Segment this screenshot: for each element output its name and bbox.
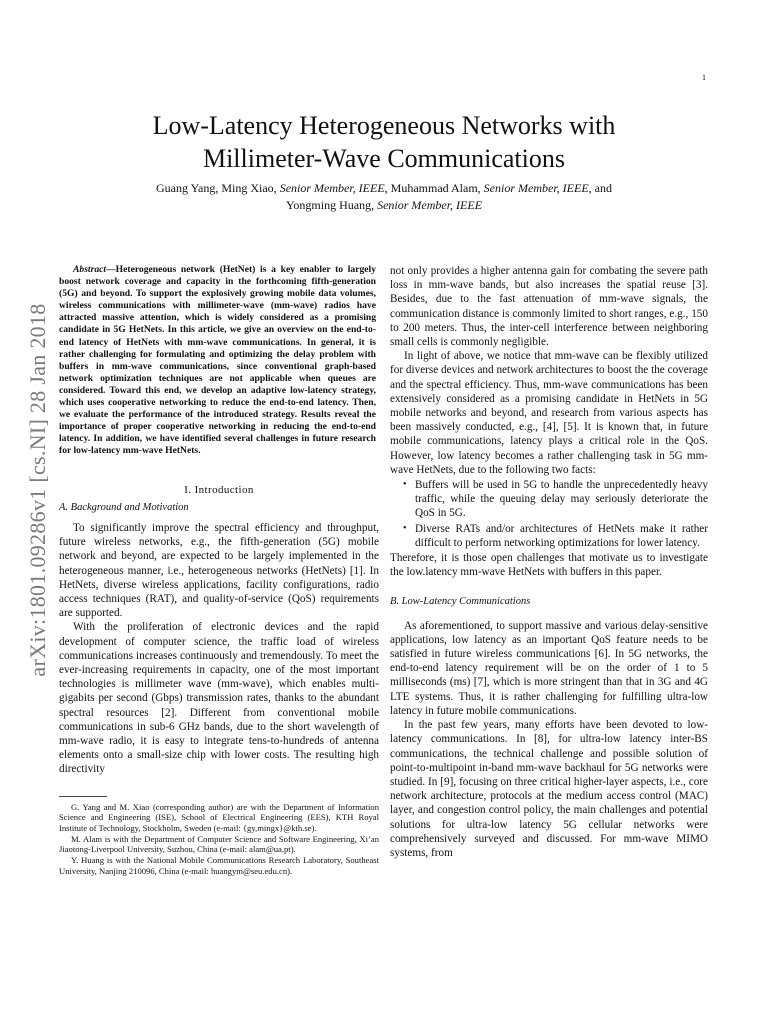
list-item	[401, 478, 708, 521]
list-item-text: Diverse RATs and/or architectures of HetNets make it rather difficult to perform networking optimizations for lower latency.	[415, 522, 708, 549]
author-names-1: Guang Yang, Ming Xiao,	[156, 181, 280, 195]
list-item-text: Buffers will be used in 5G to handle the unprecedentedly heavy traffic, while the queuing delay may seriously deteriorate the QoS in 5G.	[415, 479, 708, 520]
footnote-yang-xiao: G. Yang and M. Xiao (corresponding author) are with the Department of Information Science and Engineering (ISE), School of Electrical Engineering (EES), KTH Royal Institute of Technology, Stockholm, Sweden (e-mail: {gy,mingx}@kth.se).	[59, 801, 379, 833]
challenge-list	[401, 478, 708, 550]
title-line-1: Low-Latency Heterogeneous Networks with	[152, 111, 616, 140]
footnotes	[59, 802, 379, 877]
paper-title	[0, 109, 768, 175]
paragraph-aforementioned: As aforementioned, to support massive and various delay-sensitive applications, low latency as an important QoS feature needs to be satisfied in future wireless communications [6]. In 5G networks, the end-to-end latency requirement will be on the order of 1 to 5 milliseconds (ms) [7], which is more stringent than that in 3G and 4G LTE systems. Thus, it is rather challenging for fulfilling ultra-low latency in future mobile communications.	[390, 619, 708, 717]
author-role-2: Senior Member, IEEE	[483, 181, 589, 195]
paragraph-therefore: Therefore, it is those open challenges that motivate us to investigate the low.latency mm-wave HetNets with buffers in this paper.	[390, 552, 708, 579]
abstract-label: Abstract	[73, 264, 107, 275]
paragraph-intro-2: With the proliferation of electronic devices and the rapid development of computer science, the traffic load of wireless communications increases continuously and tremendously. To meet the ever-increasing requirements in capacity, one of the most important technologies is millimeter wave (mm-wave), which enables multi-gigabits per second (Gbps) transmission rates, thanks to the abundant spectral resources [2]. Different from conventional mobile communications in sub-6 GHz bands, due to the short wavelength of mm-wave radio, it is easy to integrate tens-to-hundreds of antenna elements onto a small-size chip with lower costs. The resulting high directivity	[59, 621, 379, 776]
subsection-heading-background: A. Background and Motivation	[59, 501, 189, 513]
paragraph-intro-1: To significantly improve the spectral efficiency and throughput, future wireless networks, e.g., the fifth-generation (5G) mobile network and beyond, are expected to be largely implemented in the heterogeneous manner, i.e., heterogeneous networks (HetNets) [1]. In HetNets, diverse wireless applications, facility configurations, radio access techniques (RAT), and quality-of-service (QoS) requirements are supported.	[59, 521, 379, 620]
footnote-alam: M. Alam is with the Department of Computer Science and Software Engineering, Xi’an Jiaotong-Liverpool University, Suzhou, China (e-mail: alam@ua.pt).	[59, 833, 379, 855]
subsection-heading-low-latency: B. Low-Latency Communications	[390, 596, 531, 608]
paragraph-light-of-above: In light of above, we notice that mm-wave can be flexibly utilized for diverse devices and network architectures to boost the the coverage and the spectral efficiency. Thus, mm-wave communications has been extensively considered as a promising candidate in HetNets in 5G mobile networks and beyond, and research from various aspects has been massively conducted, e.g., [4], [5]. It is known that, in future mobile communications, latency plays a critical role in the QoS. However, low latency becomes a rather challenging task in 5G mm-wave HetNets, due to the following two facts:	[390, 350, 708, 476]
bullet-icon: •	[403, 522, 407, 534]
paragraph-continued: not only provides a higher antenna gain for combating the severe path loss in mm-wave bands, but also increases the spatial reuse [3]. Besides, due to the fast attenuation of mm-wave signals, the communication distance is commonly limited to short ranges, e.g., 150 to 200 meters. Thus, the inter-cell interference between neighboring small cells is commonly negligible.	[390, 265, 708, 349]
page-number: 1	[702, 73, 706, 82]
author-role-4: Senior Member, IEEE	[377, 198, 483, 212]
footnote-divider	[59, 796, 107, 797]
abstract	[59, 264, 376, 458]
right-column	[390, 264, 708, 860]
section-heading-introduction: I. Introduction	[184, 483, 254, 496]
paragraph-past-years: In the past few years, many efforts have been devoted to low-latency communications. In [8], for ultra-low latency inter-BS communications, the technical challenge and possible solution of point-to-multipoint in-band mm-wave backhaul for 5G networks were studied. In [9], focusing on three critical higher-layer aspects, i.e., core network architecture, protocols at the medium access control (MAC) layer, and congestion control policy, the main challenges and potential solutions for ultra-low latency 5G cellular networks were comprehensively surveyed and discussed. For mm-wave MIMO systems, from	[390, 719, 708, 859]
arxiv-identifier[interactable]: arXiv:1801.09286v1 [cs.NI] 28 Jan 2018	[25, 303, 50, 677]
author-line-2	[80, 197, 688, 214]
author-names-3: , and	[588, 181, 612, 195]
title-line-2: Millimeter-Wave Communications	[202, 144, 566, 173]
author-names-2: , Muhammad Alam,	[384, 181, 484, 195]
author-role-1: Senior Member, IEEE	[279, 181, 385, 195]
author-names-4: Yongming Huang,	[285, 198, 378, 212]
bullet-icon: •	[403, 479, 407, 491]
left-column	[59, 264, 379, 876]
list-item	[401, 522, 708, 550]
author-list	[80, 180, 688, 214]
author-line-1	[80, 180, 688, 197]
abstract-text: —Heterogeneous network (HetNet) is a key enabler to largely boost network coverage and capacity in the forthcoming fifth-generation (5G) and beyond. To support the explosively growing mobile data volumes, wireless communications with millimeter-wave (mm-wave) radios have attracted massive attention, which is widely considered as a promising candidate in 5G HetNets. In this article, we give an overview on the end-to-end latency of HetNets with mm-wave communications. In general, it is rather challenging for formulating and optimizing the delay problem with buffers in mm-wave communications, since conventional graph-based network optimization techniques are not applicable when queues are considered. Toward this end, we develop an adaptive low-latency strategy, which uses cooperative networking to reduce the end-to-end latency. Then, we evaluate the performance of the introduced strategy. Results reveal the importance of proper cooperative networking in reducing the end-to-end latency. In addition, we have identified several challenges in future research for low-latency mm-wave HetNets.	[59, 264, 376, 457]
footnote-huang: Y. Huang is with the National Mobile Communications Research Laboratory, Southeast University, Nanjing 210096, China (e-mail: huangym@seu.edu.cn).	[59, 855, 379, 876]
